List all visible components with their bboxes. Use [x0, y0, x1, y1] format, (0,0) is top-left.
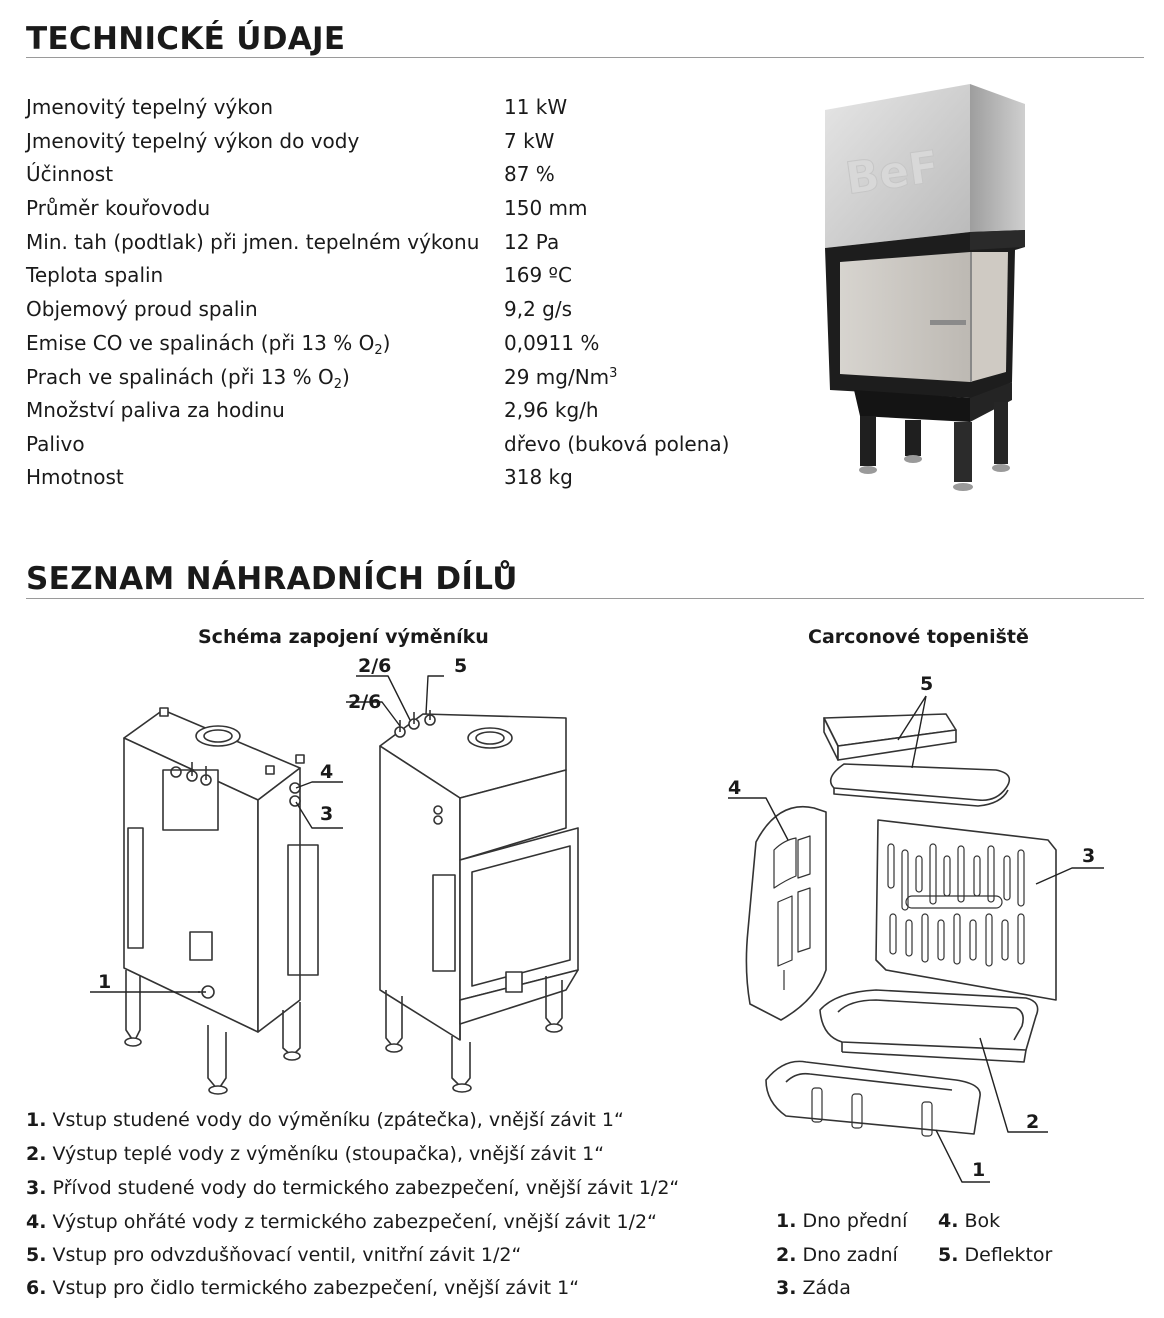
bef-logo: BeF: [842, 141, 943, 205]
carcon-firebox-title: Carconové topeniště: [808, 626, 1029, 648]
spec-value: dřevo (buková polena): [504, 432, 730, 456]
spec-row: [26, 462, 766, 492]
spec-label: Teplota spalin: [26, 263, 164, 287]
spec-value: 318 kg: [504, 465, 573, 489]
spec-row: [26, 429, 766, 459]
spec-row: [26, 159, 766, 189]
spec-row: [26, 294, 766, 324]
list-item: 1. Dno přední: [776, 1210, 908, 1232]
callout-2-6: 2/6: [348, 691, 382, 713]
callout-5: 5: [920, 673, 934, 695]
section-title-technical-data: TECHNICKÉ ÚDAJE: [26, 21, 346, 57]
list-item: 5. Vstup pro odvzdušňovací ventil, vnitřní závit 1/2“: [26, 1244, 522, 1266]
spec-value: 11 kW: [504, 95, 568, 119]
spec-label: Jmenovitý tepelný výkon: [26, 95, 274, 119]
list-item: 4. Výstup ohřáté vody z termického zabezpečení, vnější závit 1/2“: [26, 1211, 657, 1233]
spec-row: [26, 362, 766, 392]
spec-label: Emise CO ve spalinách (při 13 % $O_2$): [26, 331, 391, 358]
spec-label: Prach ve spalinách (při 13 % $O_2$): [26, 365, 350, 392]
carcon-firebox-diagram: [726, 670, 1126, 1190]
spec-value: 0,0911 %: [504, 331, 600, 355]
spec-label: Účinnost: [26, 162, 114, 186]
callout-4: 4: [320, 761, 334, 783]
spec-row: [26, 92, 766, 122]
callout-4: 4: [728, 777, 742, 799]
spec-label: Palivo: [26, 432, 85, 456]
list-item: 2. Výstup teplé vody z výměníku (stoupačka), vnější závit 1“: [26, 1143, 605, 1165]
spec-value: 9,2 g/s: [504, 297, 573, 321]
callout-3: 3: [320, 803, 334, 825]
callout-1: 1: [98, 971, 112, 993]
spec-value: 7 kW: [504, 129, 555, 153]
spec-value: 150 mm: [504, 196, 588, 220]
fireplace-product-image: [820, 82, 1030, 502]
heat-exchanger-diagram-title: Schéma zapojení výměníku: [198, 626, 489, 648]
spec-value: 169 ºC: [504, 263, 572, 287]
spec-row: [26, 227, 766, 257]
spec-value: 12 Pa: [504, 230, 560, 254]
spec-row: [26, 126, 766, 156]
spec-row: [26, 260, 766, 290]
spec-value: 29 mg/Nm$^3$: [504, 365, 618, 389]
spec-label: Min. tah (podtlak) při jmen. tepelném výkonu: [26, 230, 480, 254]
callout-5: 5: [454, 655, 468, 677]
list-item: 1. Vstup studené vody do výměníku (zpátečka), vnější závit 1“: [26, 1109, 624, 1131]
callout-2: 2: [1026, 1111, 1040, 1133]
spec-label: Množství paliva za hodinu: [26, 398, 285, 422]
section-title-spare-parts: SEZNAM NÁHRADNÍCH DÍLŮ: [26, 561, 518, 597]
spec-label: Průměr kouřovodu: [26, 196, 211, 220]
spec-row: [26, 193, 766, 223]
spec-value: 2,96 kg/h: [504, 398, 599, 422]
spec-label: Objemový proud spalin: [26, 297, 258, 321]
section-divider: [26, 598, 1144, 599]
list-item: 3. Záda: [776, 1277, 851, 1299]
section-divider: [26, 57, 1144, 58]
list-item: 2. Dno zadní: [776, 1244, 898, 1266]
spec-value: 87 %: [504, 162, 555, 186]
list-item: 3. Přívod studené vody do termického zabezpečení, vnější závit 1/2“: [26, 1177, 680, 1199]
spec-label: Hmotnost: [26, 465, 124, 489]
spec-row: [26, 395, 766, 425]
heat-exchanger-diagram: [88, 650, 608, 1095]
list-item: 5. Deflektor: [938, 1244, 1053, 1266]
spec-row: [26, 328, 766, 358]
callout-3: 3: [1082, 845, 1096, 867]
callout-2-6: 2/6: [358, 655, 392, 677]
callout-1: 1: [972, 1159, 986, 1181]
spec-label: Jmenovitý tepelný výkon do vody: [26, 129, 360, 153]
list-item: 6. Vstup pro čidlo termického zabezpečení, vnější závit 1“: [26, 1277, 580, 1299]
list-item: 4. Bok: [938, 1210, 1001, 1232]
